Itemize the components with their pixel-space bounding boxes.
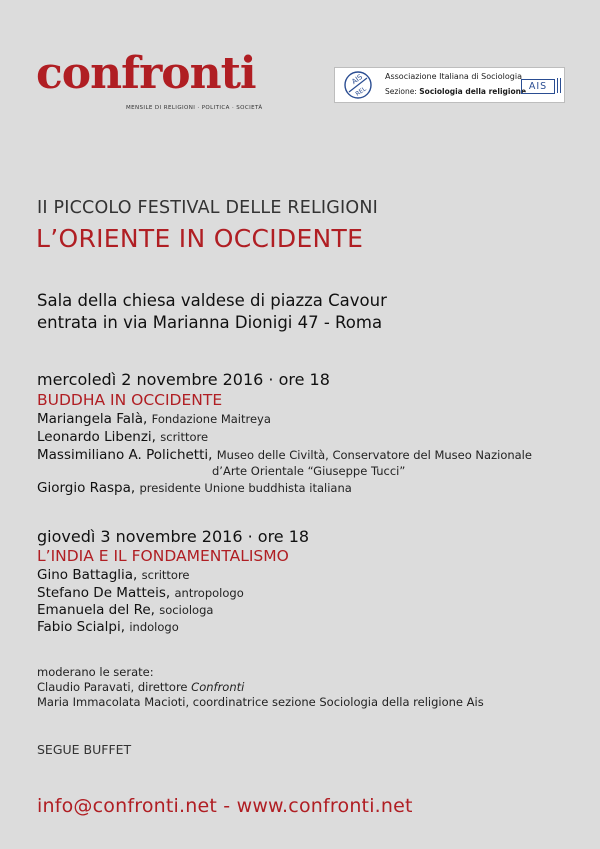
moderator-2: Maria Immacolata Macioti, coordinatrice sezione Sociologia della religione Ais xyxy=(37,695,484,709)
speaker-role-continued: d’Arte Orientale “Giuseppe Tucci” xyxy=(212,464,406,478)
speaker-row: Gino Battaglia, scrittore xyxy=(37,567,190,583)
ais-emblem-icon xyxy=(343,70,373,100)
svg-text:REL: REL xyxy=(354,85,368,98)
svg-text:AIS: AIS xyxy=(350,72,365,86)
speaker-row: Stefano De Matteis, antropologo xyxy=(37,585,244,601)
ais-mark: AIS xyxy=(521,79,555,94)
festival-title: L’ORIENTE IN OCCIDENTE xyxy=(36,224,364,253)
ais-association-name: Associazione Italiana di Sociologia xyxy=(385,72,522,81)
speaker-row: Leonardo Libenzi, scrittore xyxy=(37,429,209,445)
speaker-row: Fabio Scialpi, indologo xyxy=(37,619,179,635)
moderator-1: Claudio Paravati, direttore Confronti xyxy=(37,680,245,694)
logo-wordmark: confronti xyxy=(36,48,256,99)
session-2-date: giovedì 3 novembre 2016 · ore 18 xyxy=(37,527,310,546)
ais-bars-icon xyxy=(557,78,561,93)
speaker-row: Massimiliano A. Polichetti, Museo delle Civiltà, Conservatore del Museo Nazionale xyxy=(37,447,532,463)
speaker-row: Giorgio Raspa, presidente Unione buddhista italiana xyxy=(37,480,352,496)
speaker-row: Emanuela del Re, sociologa xyxy=(37,602,214,618)
confronti-logo xyxy=(36,48,276,122)
logo-tagline: MENSILE DI RELIGIONI · POLITICA · SOCIETÀ xyxy=(126,105,263,111)
moderators-heading: moderano le serate: xyxy=(37,665,154,679)
venue-line-2: entrata in via Marianna Dionigi 47 - Roma xyxy=(37,313,383,332)
session-2-title: L’INDIA E IL FONDAMENTALISMO xyxy=(37,547,289,565)
contact-links[interactable]: info@confronti.net - www.confronti.net xyxy=(37,795,413,817)
session-1-title: BUDDHA IN OCCIDENTE xyxy=(37,391,223,409)
ais-section: Sezione: Sociologia della religione xyxy=(385,87,527,96)
buffet-note: SEGUE BUFFET xyxy=(37,742,132,757)
speaker-row: Mariangela Falà, Fondazione Maitreya xyxy=(37,411,271,427)
venue-line-1: Sala della chiesa valdese di piazza Cavour xyxy=(37,291,387,310)
ais-logo-box xyxy=(334,67,565,103)
festival-subtitle: II PICCOLO FESTIVAL DELLE RELIGIONI xyxy=(37,198,379,218)
session-1-date: mercoledì 2 novembre 2016 · ore 18 xyxy=(37,370,330,389)
